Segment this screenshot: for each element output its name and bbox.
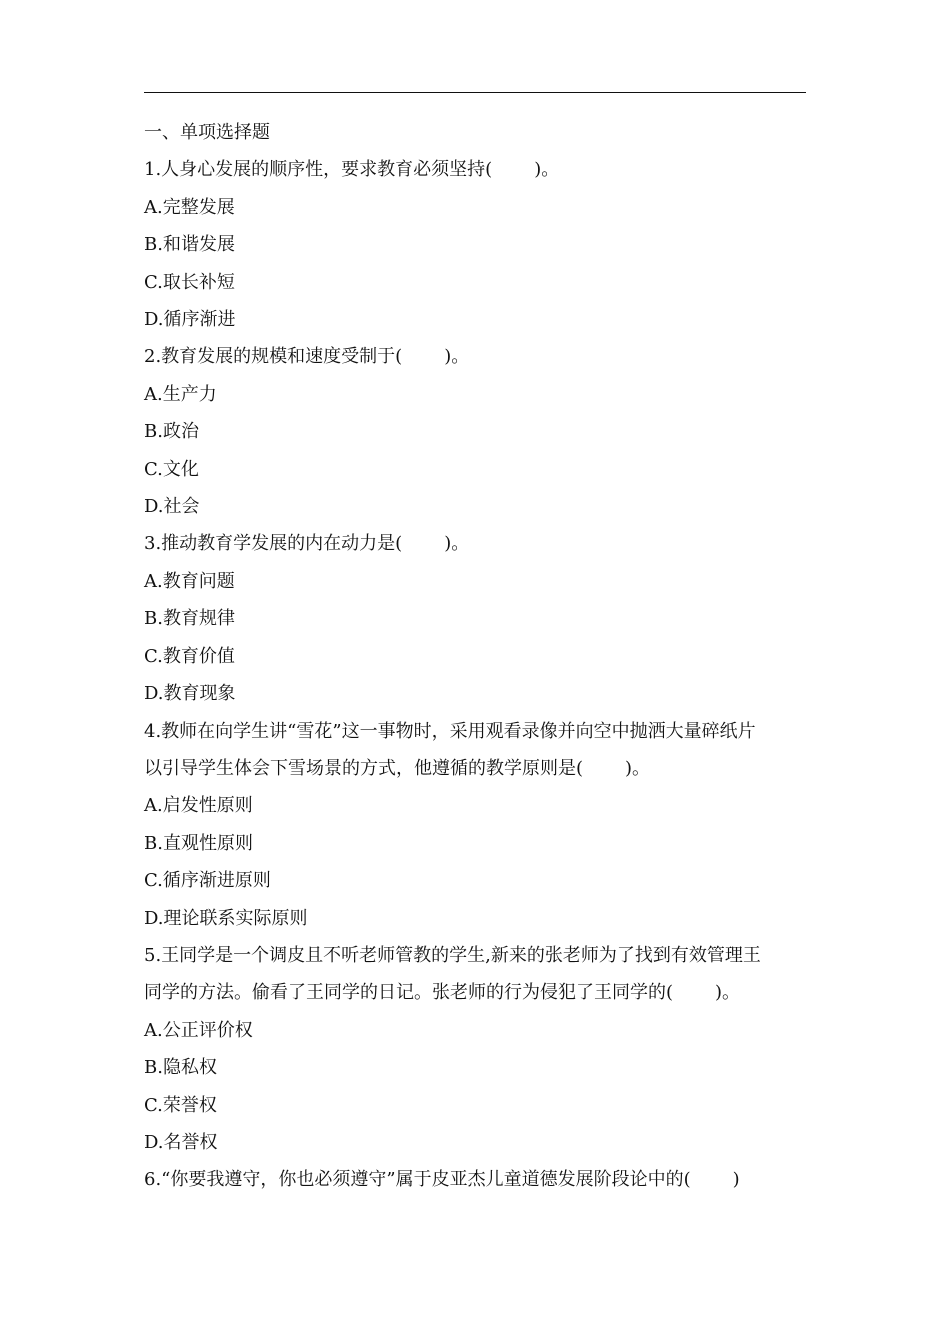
option-5c: C.荣誉权	[144, 1094, 217, 1116]
question-stem-end: )。	[625, 757, 651, 779]
question-list	[144, 114, 806, 1199]
option-3b: B.教育规律	[144, 608, 235, 630]
question-stem-end: )。	[444, 533, 470, 555]
option-2c: C.文化	[144, 458, 199, 480]
option-5b: B.隐私权	[144, 1057, 217, 1079]
option-2a: A.生产力	[144, 383, 217, 405]
section-title: 一、单项选择题	[144, 122, 270, 143]
question-stem-end: )。	[444, 346, 470, 368]
option-4b: B.直观性原则	[144, 832, 253, 854]
question-stem-end: )。	[534, 159, 560, 181]
option-3a: A.教育问题	[144, 570, 235, 592]
question-stem-5-line2	[144, 974, 806, 1011]
option-5d: D.名誉权	[144, 1131, 218, 1153]
question-stem-6	[144, 1161, 806, 1198]
header-rule	[144, 92, 806, 93]
question-stem-text: 6.“你要我遵守，你也必须遵守”属于皮亚杰儿童道德发展阶段论中的(	[144, 1169, 691, 1191]
option-1c: C.取长补短	[144, 271, 235, 293]
question-stem-4-line1: 4.教师在向学生讲“雪花”这一事物时，采用观看录像并向空中抛洒大量碎纸片	[144, 720, 756, 742]
question-stem-text: 1.人身心发展的顺序性，要求教育必须坚持(	[144, 159, 493, 181]
question-stem-end: )。	[715, 982, 741, 1004]
option-3d: D.教育现象	[144, 683, 236, 705]
question-stem-text: 2.教育发展的规模和速度受制于(	[144, 346, 403, 368]
option-4a: A.启发性原则	[144, 795, 253, 817]
option-2b: B.政治	[144, 421, 199, 443]
question-stem-end: )	[732, 1169, 740, 1191]
option-3c: C.教育价值	[144, 645, 235, 667]
question-stem-4-line2	[144, 750, 806, 787]
option-5a: A.公正评价权	[144, 1019, 253, 1041]
option-4d: D.理论联系实际原则	[144, 907, 308, 929]
option-1a: A.完整发展	[144, 196, 235, 218]
question-stem-text: 同学的方法。偷看了王同学的日记。张老师的行为侵犯了王同学的(	[144, 982, 674, 1004]
option-4c: C.循序渐进原则	[144, 870, 271, 892]
option-1d: D.循序渐进	[144, 309, 236, 331]
question-stem-1	[144, 151, 806, 188]
question-stem-3	[144, 525, 806, 562]
question-stem-text: 以引导学生体会下雪场景的方式，他遵循的教学原则是(	[144, 757, 584, 779]
option-1b: B.和谐发展	[144, 234, 235, 256]
question-stem-text: 3.推动教育学发展的内在动力是(	[144, 533, 403, 555]
option-2d: D.社会	[144, 496, 200, 518]
question-stem-5-line1: 5.王同学是一个调皮且不听老师管教的学生,新来的张老师为了找到有效管理王	[144, 944, 761, 966]
question-stem-2	[144, 338, 806, 375]
